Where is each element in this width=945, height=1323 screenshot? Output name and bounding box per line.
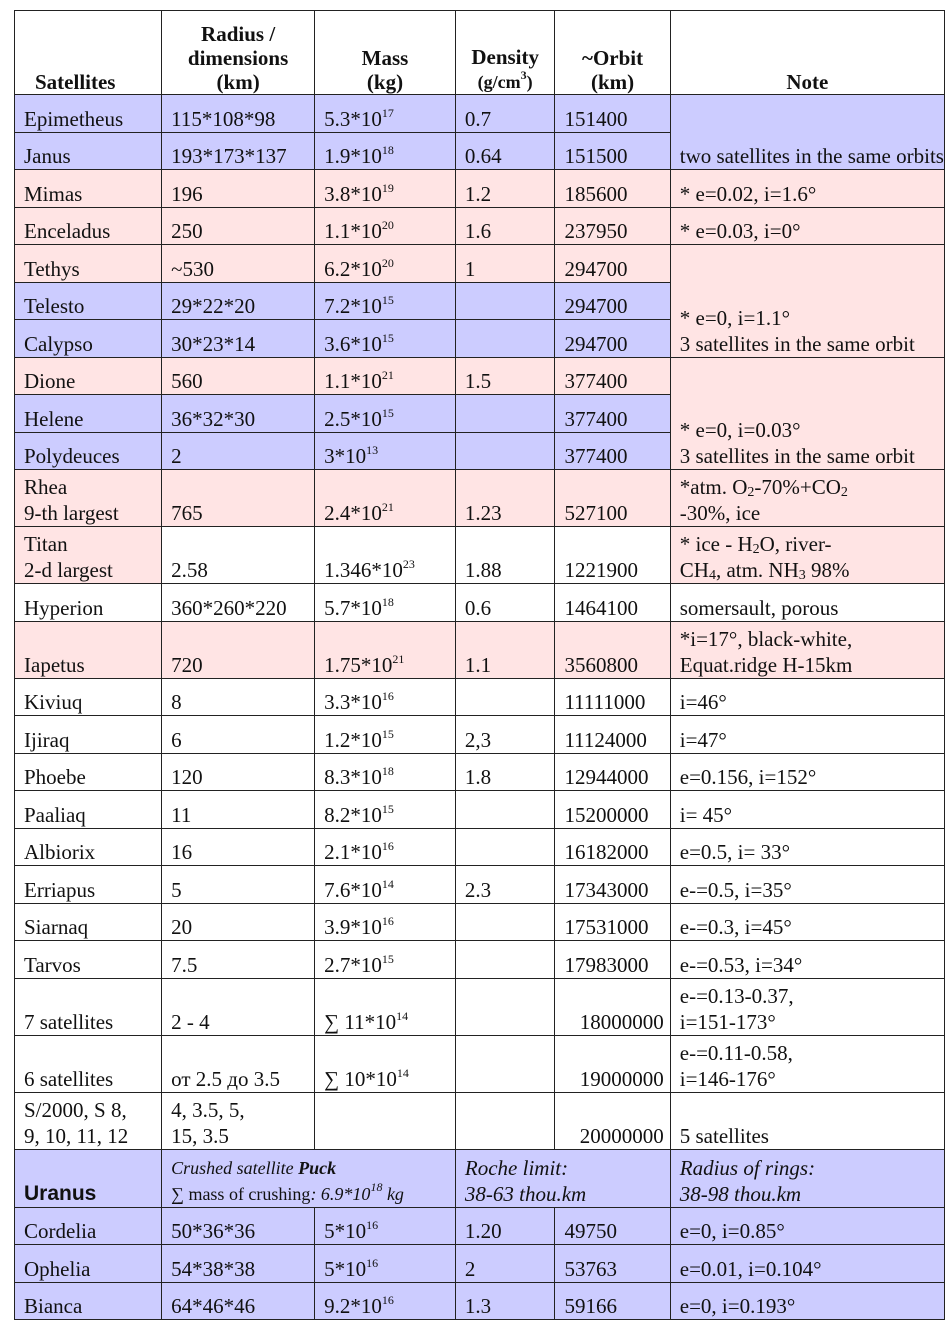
cell-mass: $5*10^{16}$ — [315, 1245, 456, 1283]
cell-density: 0.64 — [455, 132, 555, 170]
cell-density — [455, 320, 555, 358]
cell-name: 6 satellites — [15, 1035, 162, 1092]
header-mass: Mass (kg) — [315, 11, 456, 95]
cell-density: 1.5 — [455, 357, 555, 395]
cell-mass: $1.75*10^{21}$ — [315, 621, 456, 678]
table-row — [15, 621, 945, 678]
cell-name: Tethys — [15, 245, 162, 283]
cell-name: Cordelia — [15, 1207, 162, 1245]
cell-mass: $1.1*10^{20}$ — [315, 207, 456, 245]
cell-density: 0.6 — [455, 584, 555, 622]
cell-radius: 720 — [162, 621, 315, 678]
cell-orbit: 294700 — [555, 245, 670, 283]
cell-mass: $8.2*10^{15}$ — [315, 791, 456, 829]
cell-density: 2,3 — [455, 716, 555, 754]
cell-orbit: 377400 — [555, 432, 670, 470]
cell-density: 2.3 — [455, 866, 555, 904]
cell-radius: 16 — [162, 828, 315, 866]
cell-note: e=0.156, i=152° — [670, 753, 944, 791]
cell-name: Helene — [15, 395, 162, 433]
cell-note: e=0.5, i= 33° — [670, 828, 944, 866]
header-note: Note — [670, 11, 944, 95]
table-row — [15, 207, 945, 245]
cell-mass — [315, 1092, 456, 1149]
cell-name: Dione — [15, 357, 162, 395]
table-row — [15, 584, 945, 622]
cell-mass: ∑ $10*10^{14}$ — [315, 1035, 456, 1092]
cell-radius: 50*36*36 — [162, 1207, 315, 1245]
cell-name: Ophelia — [15, 1245, 162, 1283]
cell-mass: $2.5*10^{15}$ — [315, 395, 456, 433]
table-row — [15, 1092, 945, 1149]
cell-note: i= 45° — [670, 791, 944, 829]
cell-name: Calypso — [15, 320, 162, 358]
uranus-header-row — [15, 1149, 945, 1207]
cell-orbit: 16182000 — [555, 828, 670, 866]
table-row — [15, 527, 945, 584]
table-row — [15, 828, 945, 866]
cell-note: * e=0.02, i=1.6° — [670, 170, 944, 208]
uranus-title: Uranus — [15, 1149, 162, 1207]
cell-radius: от 2.5 до 3.5 — [162, 1035, 315, 1092]
cell-mass: $1.1*10^{21}$ — [315, 357, 456, 395]
table-row — [15, 903, 945, 941]
cell-mass: $8.3*10^{18}$ — [315, 753, 456, 791]
cell-radius: 11 — [162, 791, 315, 829]
cell-note: * ice - $H_2O$, river- $CH_4$, atm. $NH_3$ 98% — [670, 527, 944, 584]
cell-radius: 29*22*20 — [162, 282, 315, 320]
cell-orbit: 19000000 — [555, 1035, 670, 1092]
cell-note: i=46° — [670, 678, 944, 716]
header-row — [15, 11, 945, 95]
cell-orbit: 1464100 — [555, 584, 670, 622]
cell-density — [455, 432, 555, 470]
cell-orbit: 527100 — [555, 470, 670, 527]
cell-orbit: 20000000 — [555, 1092, 670, 1149]
cell-density: 0.7 — [455, 95, 555, 133]
cell-radius: 196 — [162, 170, 315, 208]
cell-name: Epimetheus — [15, 95, 162, 133]
cell-name: Rhea 9-th largest — [15, 470, 162, 527]
cell-mass: $6.2*10^{20}$ — [315, 245, 456, 283]
table-row — [15, 245, 945, 283]
cell-note: e-=0.5, i=35° — [670, 866, 944, 904]
rings-radius: Radius of rings: 38-98 thou.km — [670, 1149, 944, 1207]
cell-mass: $3*10^{13}$ — [315, 432, 456, 470]
table-row — [15, 1282, 945, 1320]
cell-name: Tarvos — [15, 941, 162, 979]
cell-name: Erriapus — [15, 866, 162, 904]
cell-name: 7 satellites — [15, 978, 162, 1035]
cell-mass: $7.2*10^{15}$ — [315, 282, 456, 320]
cell-orbit: 377400 — [555, 395, 670, 433]
cell-mass: $1.2*10^{15}$ — [315, 716, 456, 754]
cell-orbit: 294700 — [555, 320, 670, 358]
cell-note: * e=0.03, i=0° — [670, 207, 944, 245]
cell-orbit: 151500 — [555, 132, 670, 170]
cell-density — [455, 828, 555, 866]
cell-name: Bianca — [15, 1282, 162, 1320]
cell-name: Phoebe — [15, 753, 162, 791]
cell-mass: $3.8*10^{19}$ — [315, 170, 456, 208]
cell-name: Kiviuq — [15, 678, 162, 716]
cell-density — [455, 903, 555, 941]
cell-note: somersault, porous — [670, 584, 944, 622]
cell-note: e-=0.53, i=34° — [670, 941, 944, 979]
cell-orbit: 15200000 — [555, 791, 670, 829]
cell-note: *i=17°, black-white, Equat.ridge H-15km — [670, 621, 944, 678]
cell-name: Enceladus — [15, 207, 162, 245]
cell-mass: $2.4*10^{21}$ — [315, 470, 456, 527]
cell-orbit: 17531000 — [555, 903, 670, 941]
cell-orbit: 185600 — [555, 170, 670, 208]
table-row — [15, 1245, 945, 1283]
table-row — [15, 978, 945, 1035]
cell-radius: 5 — [162, 866, 315, 904]
table-row — [15, 791, 945, 829]
cell-radius: 250 — [162, 207, 315, 245]
cell-orbit: 3560800 — [555, 621, 670, 678]
table-row — [15, 753, 945, 791]
cell-radius: 54*38*38 — [162, 1245, 315, 1283]
cell-density: 1.3 — [455, 1282, 555, 1320]
cell-name: Mimas — [15, 170, 162, 208]
cell-note: e-=0.13-0.37, i=151-173° — [670, 978, 944, 1035]
cell-note: e-=0.3, i=45° — [670, 903, 944, 941]
cell-density: 1.1 — [455, 621, 555, 678]
cell-density — [455, 941, 555, 979]
cell-radius: 20 — [162, 903, 315, 941]
cell-orbit: 18000000 — [555, 978, 670, 1035]
cell-mass: $3.3*10^{16}$ — [315, 678, 456, 716]
cell-note: i=47° — [670, 716, 944, 754]
cell-note: 5 satellites — [670, 1092, 944, 1149]
cell-orbit: 11111000 — [555, 678, 670, 716]
cell-orbit: 17983000 — [555, 941, 670, 979]
cell-note: e-=0.11-0.58, i=146-176° — [670, 1035, 944, 1092]
cell-radius: 193*173*137 — [162, 132, 315, 170]
cell-orbit: 12944000 — [555, 753, 670, 791]
cell-mass: $1.9*10^{18}$ — [315, 132, 456, 170]
cell-density — [455, 395, 555, 433]
cell-density: 1.20 — [455, 1207, 555, 1245]
cell-name: Paaliaq — [15, 791, 162, 829]
cell-note: e=0.01, i=0.104° — [670, 1245, 944, 1283]
cell-orbit: 377400 — [555, 357, 670, 395]
cell-name: Telesto — [15, 282, 162, 320]
cell-radius: 360*260*220 — [162, 584, 315, 622]
cell-name: Ijiraq — [15, 716, 162, 754]
table-row — [15, 716, 945, 754]
cell-radius: 2.58 — [162, 527, 315, 584]
cell-note: e=0, i=0.85° — [670, 1207, 944, 1245]
cell-orbit: 237950 — [555, 207, 670, 245]
cell-mass: $7.6*10^{14}$ — [315, 866, 456, 904]
cell-radius: 2 - 4 — [162, 978, 315, 1035]
cell-mass: ∑ $11*10^{14}$ — [315, 978, 456, 1035]
cell-orbit: 1221900 — [555, 527, 670, 584]
cell-density: 1 — [455, 245, 555, 283]
cell-density — [455, 791, 555, 829]
cell-radius: 120 — [162, 753, 315, 791]
cell-mass: $9.2*10^{16}$ — [315, 1282, 456, 1320]
roche-limit: Roche limit: 38-63 thou.km — [455, 1149, 670, 1207]
cell-radius: 560 — [162, 357, 315, 395]
cell-radius: 6 — [162, 716, 315, 754]
table-row — [15, 357, 945, 395]
cell-density: 1.6 — [455, 207, 555, 245]
cell-orbit: 11124000 — [555, 716, 670, 754]
cell-orbit: 17343000 — [555, 866, 670, 904]
cell-name: Iapetus — [15, 621, 162, 678]
table-row — [15, 866, 945, 904]
cell-note: e=0, i=0.193° — [670, 1282, 944, 1320]
cell-orbit: 53763 — [555, 1245, 670, 1283]
table-row — [15, 170, 945, 208]
cell-name: Polydeuces — [15, 432, 162, 470]
puck-note: Crushed satellite Puck ∑ mass of crushing: $6.9*10^{18}$ kg — [162, 1149, 456, 1207]
cell-note: * e=0, i=0.03° 3 satellites in the same orbit — [670, 357, 944, 470]
table-row — [15, 941, 945, 979]
cell-orbit: 49750 — [555, 1207, 670, 1245]
cell-radius: 36*32*30 — [162, 395, 315, 433]
cell-mass: $5*10^{16}$ — [315, 1207, 456, 1245]
cell-name: S/2000, S 8, 9, 10, 11, 12 — [15, 1092, 162, 1149]
satellites-table — [14, 10, 945, 1320]
cell-density — [455, 1092, 555, 1149]
table-row — [15, 95, 945, 133]
cell-radius: 64*46*46 — [162, 1282, 315, 1320]
cell-orbit: 294700 — [555, 282, 670, 320]
cell-name: Hyperion — [15, 584, 162, 622]
cell-radius: 8 — [162, 678, 315, 716]
cell-orbit: 59166 — [555, 1282, 670, 1320]
cell-name: Siarnaq — [15, 903, 162, 941]
cell-radius: 2 — [162, 432, 315, 470]
table-row — [15, 1035, 945, 1092]
cell-density — [455, 978, 555, 1035]
cell-radius: 7.5 — [162, 941, 315, 979]
cell-radius: ~530 — [162, 245, 315, 283]
cell-mass: $1.346*10^{23}$ — [315, 527, 456, 584]
cell-note: *atm. $O_2-70\%+CO_2$ -30%, ice — [670, 470, 944, 527]
cell-name: Janus — [15, 132, 162, 170]
header-density: Density $(g/cm^3)$ — [455, 11, 555, 95]
table-row — [15, 1207, 945, 1245]
cell-note: two satellites in the same orbits — [670, 95, 944, 170]
header-satellites: Satellites — [15, 11, 162, 95]
cell-density — [455, 678, 555, 716]
cell-mass: $2.7*10^{15}$ — [315, 941, 456, 979]
cell-density: 2 — [455, 1245, 555, 1283]
cell-orbit: 151400 — [555, 95, 670, 133]
header-orbit: ~Orbit (km) — [555, 11, 670, 95]
table-row — [15, 678, 945, 716]
cell-density: 1.8 — [455, 753, 555, 791]
cell-radius: 4, 3.5, 5, 15, 3.5 — [162, 1092, 315, 1149]
cell-density: 1.23 — [455, 470, 555, 527]
cell-mass: $5.7*10^{18}$ — [315, 584, 456, 622]
cell-radius: 765 — [162, 470, 315, 527]
cell-mass: $3.9*10^{16}$ — [315, 903, 456, 941]
header-radius: Radius / dimensions (km) — [162, 11, 315, 95]
cell-name: Titan 2-d largest — [15, 527, 162, 584]
cell-radius: 115*108*98 — [162, 95, 315, 133]
cell-radius: 30*23*14 — [162, 320, 315, 358]
cell-mass: $3.6*10^{15}$ — [315, 320, 456, 358]
table-row — [15, 470, 945, 527]
cell-density — [455, 1035, 555, 1092]
cell-density — [455, 282, 555, 320]
cell-density: 1.2 — [455, 170, 555, 208]
cell-note: * e=0, i=1.1° 3 satellites in the same orbit — [670, 245, 944, 358]
cell-name: Albiorix — [15, 828, 162, 866]
cell-mass: $2.1*10^{16}$ — [315, 828, 456, 866]
cell-density: 1.88 — [455, 527, 555, 584]
cell-mass: $5.3*10^{17}$ — [315, 95, 456, 133]
